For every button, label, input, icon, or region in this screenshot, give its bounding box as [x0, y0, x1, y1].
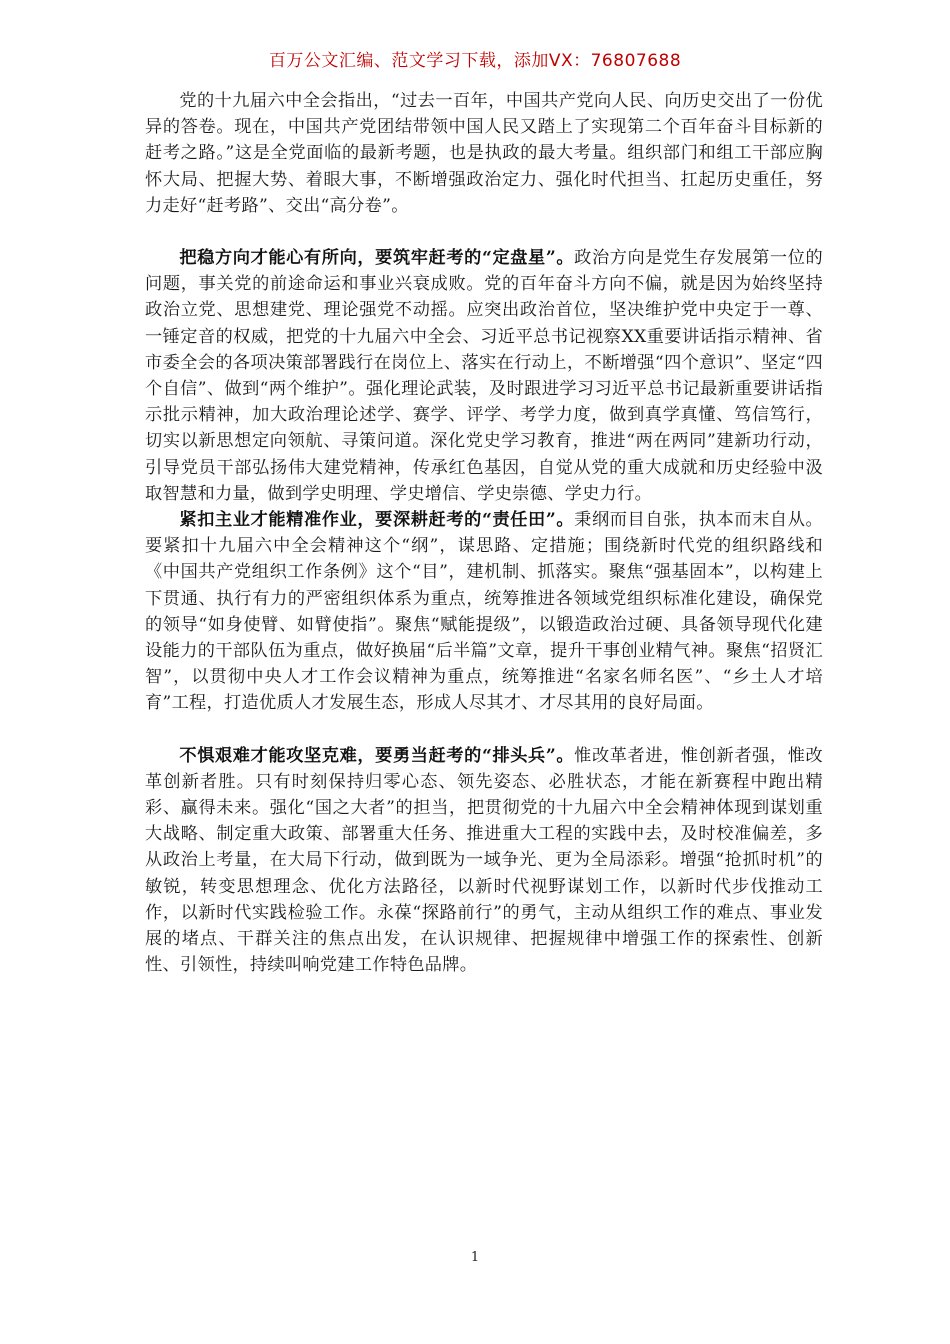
paragraph-gap — [145, 219, 823, 245]
paragraph-text: 惟改革者进，惟创新者强，惟改革创新者胜。只有时刻保持归零心态、领先姿态、必胜状态，才能在新赛程中跑出精彩、赢得未来。强化“国之大者”的担当，把贯彻党的十九届六中全会精神体现到谋划重大战略、制定重大政策、部署重大任务、推进重大工程的实践中去，及时校准偏差，多从政治上考量，在大局下行动，做到既为一域争光、更为全局添彩。增强“抢抓时机”的敏锐，转变思想理念、优化方法路径，以新时代视野谋划工作，以新时代步伐推动工作，以新时代实践检验工作。永葆“探路前行”的勇气，主动从组织工作的难点、事业发展的堵点、干群关注的焦点出发，在认识规律、把握规律中增强工作的探索性、创新性、引领性，持续叫响党建工作特色品牌。 — [145, 745, 823, 976]
header-banner: 百万公文汇编、范文学习下载，添加VX：76807688 — [268, 51, 682, 71]
section-heading: 把稳方向才能心有所向，要筑牢赶考的“定盘星”。 — [179, 248, 575, 269]
section-paragraph-direction — [145, 245, 823, 507]
paragraph-text: 党的十九届六中全会指出，“过去一百年，中国共产党向人民、向历史交出了一份优异的答卷。现在，中国共产党团结带领中国人民又踏上了实现第二个百年奋斗目标新的赶考之路。”这是全党面临的最新考题，也是执政的最大考量。组织部门和组工干部应胸怀大局、把握大势、着眼大事，不断增强政治定力、强化时代担当、扛起历史重任，努力走好“赶考路”、交出“高分卷”。 — [145, 91, 823, 216]
section-paragraph-mainwork — [145, 507, 823, 717]
paragraph-text: 秉纲而目自张，执本而末自从。要紧扣十九届六中全会精神这个“纲”，谋思路、定措施；围绕新时代党的组织路线和《中国共产党组织工作条例》这个“目”，建机制、抓落实。聚焦“强基固本”，以构建上下贯通、执行有力的严密组织体系为重点，统筹推进各领域党组织标准化建设，确保党的领导“如身使臂、如臂使指”。聚焦“赋能提级”，以锻造政治过硬、具备领导现代化建设能力的干部队伍为重点，做好换届“后半篇”文章，提升干事创业精气神。聚焦“招贤汇智”，以贯彻中央人才工作会议精神为重点，统筹推进“名家名师名医”、“乡土人才培育”工程，打造优质人才发展生态，形成人尽其才、才尽其用的良好局面。 — [145, 510, 823, 714]
section-heading: 紧扣主业才能精准作业，要深耕赶考的“责任田”。 — [179, 510, 575, 531]
section-heading: 不惧艰难才能攻坚克难，要勇当赶考的“排头兵”。 — [179, 745, 575, 766]
page-number: 1 — [470, 1250, 480, 1265]
section-paragraph-challenges — [145, 743, 823, 979]
paragraph-gap — [145, 717, 823, 743]
intro-paragraph — [145, 88, 823, 219]
document-body — [145, 88, 823, 979]
paragraph-text: 政治方向是党生存发展第一位的问题，事关党的前途命运和事业兴衰成败。党的百年奋斗方向不偏，就是因为始终坚持政治立党、思想建党、理论强党不动摇。应突出政治首位，坚决维护党中央定于一尊、一锤定音的权威，把党的十九届六中全会、习近平总书记视察XX重要讲话指示精神、省市委全会的各项决策部署践行在岗位上、落实在行动上，不断增强“四个意识”、坚定“四个自信”、做到“两个维护”。强化理论武装，及时跟进学习习近平总书记最新重要讲话指示批示精神，加大政治理论述学、赛学、评学、考学力度，做到真学真懂、笃信笃行，切实以新思想定向领航、寻策问道。深化党史学习教育，推进“两在两同”建新功行动，引导党员干部弘扬伟大建党精神，传承红色基因，自觉从党的重大成就和历史经验中汲取智慧和力量，做到学史明理、学史增信、学史崇德、学史力行。 — [145, 248, 823, 504]
